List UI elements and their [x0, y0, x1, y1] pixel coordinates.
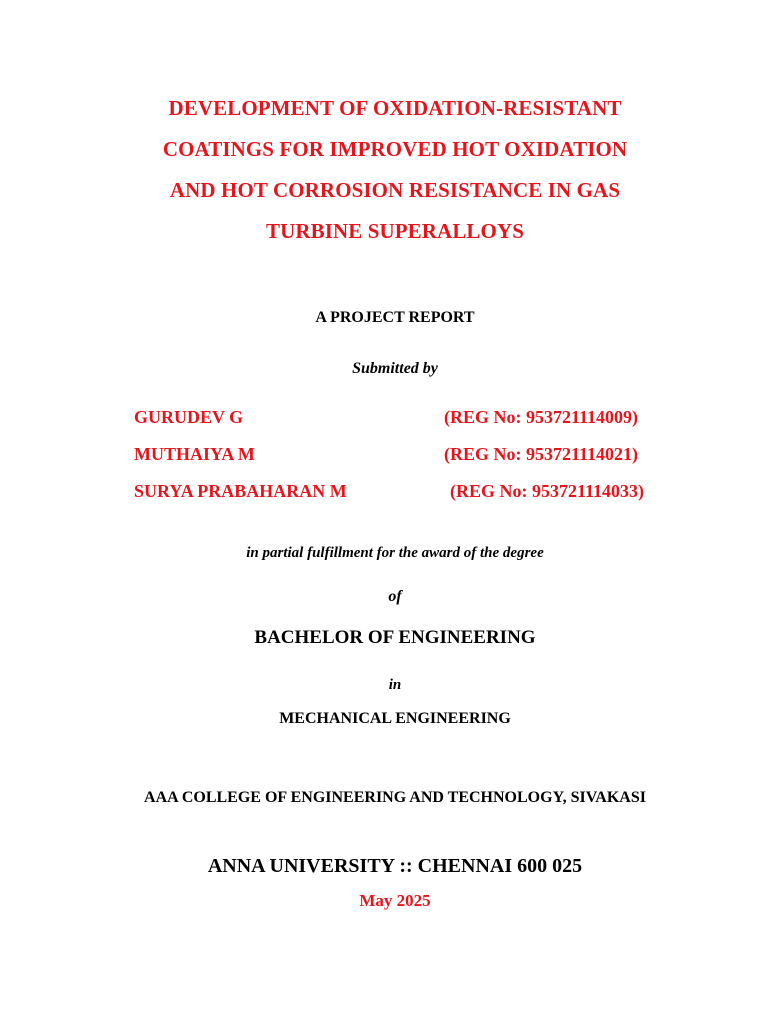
- fulfillment-text: in partial fulfillment for the award of the degree: [246, 545, 544, 561]
- student-name: SURYA PRABAHARAN M: [134, 481, 347, 501]
- report-type: A PROJECT REPORT: [315, 309, 475, 326]
- title-line: TURBINE SUPERALLOYS: [265, 219, 525, 243]
- student-name: GURUDEV G: [134, 407, 244, 427]
- degree-name: BACHELOR OF ENGINEERING: [254, 627, 536, 648]
- report-title: [0, 88, 768, 252]
- university-name: ANNA UNIVERSITY :: CHENNAI 600 025: [207, 855, 583, 877]
- student-name: MUTHAIYA M: [134, 444, 255, 464]
- student-list: [0, 407, 768, 518]
- student-reg-no: (REG No: 953721114021): [444, 444, 639, 464]
- title-line: AND HOT CORROSION RESISTANCE IN GAS: [169, 178, 621, 202]
- submitted-by: Submitted by: [352, 360, 438, 377]
- of-text: of: [388, 588, 402, 605]
- student-reg-no: (REG No: 953721114033): [450, 481, 645, 501]
- title-line: COATINGS FOR IMPROVED HOT OXIDATION: [162, 137, 628, 161]
- submission-date: May 2025: [359, 891, 431, 910]
- student-row: [0, 407, 768, 444]
- title-line: DEVELOPMENT OF OXIDATION-RESISTANT: [168, 96, 622, 120]
- student-row: [0, 481, 768, 518]
- in-text: in: [388, 677, 402, 693]
- branch-name: MECHANICAL ENGINEERING: [279, 710, 511, 727]
- student-row: [0, 444, 768, 481]
- college-name: AAA COLLEGE OF ENGINEERING AND TECHNOLOGY, SIVAKASI: [144, 789, 646, 806]
- student-reg-no: (REG No: 953721114009): [444, 407, 639, 427]
